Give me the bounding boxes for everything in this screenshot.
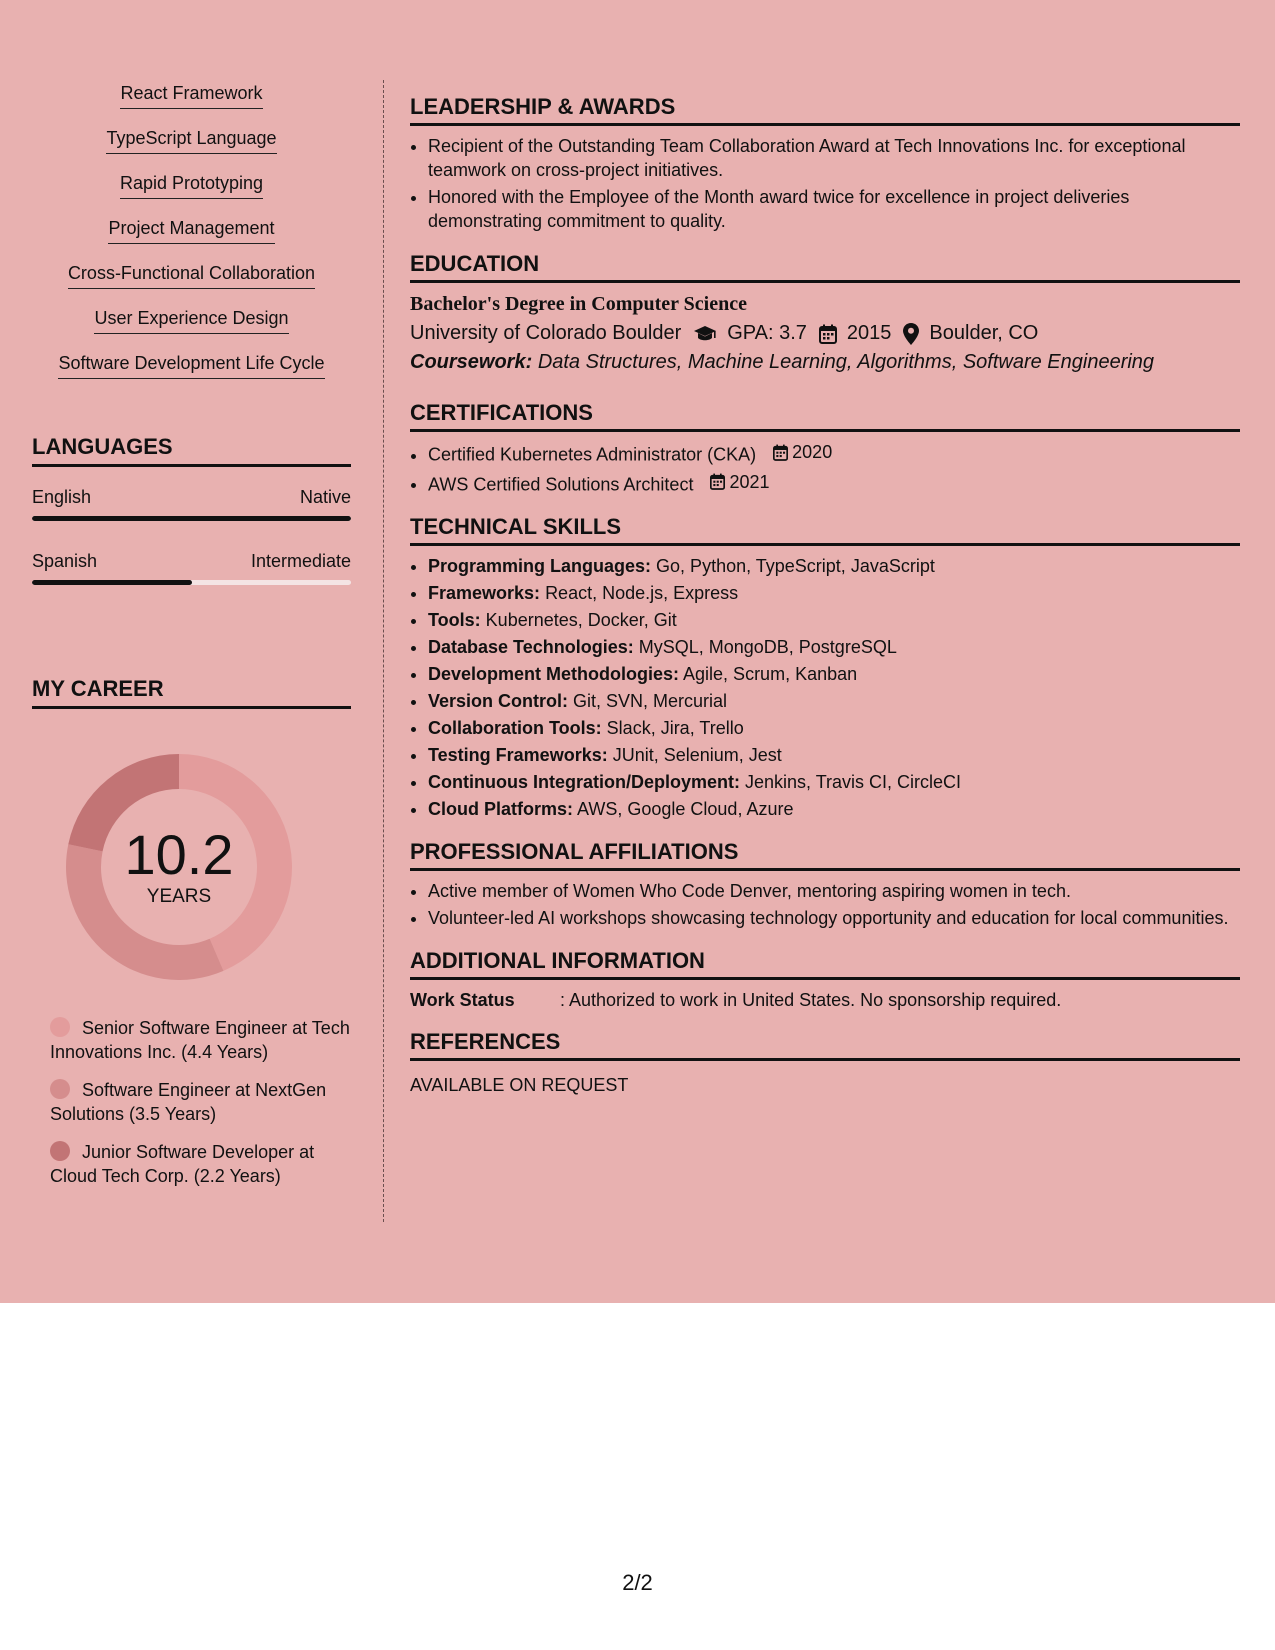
certification-item: • AWS Certified Solutions Architect 2021 [428,470,1240,497]
languages-heading: LANGUAGES [32,434,351,467]
language-bar [32,516,351,521]
leadership-section [410,94,1240,233]
column-divider [383,80,384,1222]
leadership-item: • Honored with the Employee of the Month award twice for excellence in project deliveries demonstrating commitment to quality. [428,185,1240,233]
school-name: University of Colorado Boulder [410,322,682,344]
calendar-icon [773,444,788,461]
language-name: English [32,487,92,507]
legend-item: Junior Software Developer at Cloud Tech Corp. (2.2 Years) [50,1142,315,1186]
skill-item: Cross-Functional Collaboration [32,262,351,307]
language-bar-fill [32,580,192,585]
legend-item: Senior Software Engineer at Tech Innovations Inc. (4.4 Years) [50,1018,350,1062]
technical-skills-section [410,514,1240,821]
career-unit: YEARS [146,886,212,907]
certifications-section [410,400,1240,496]
language-item [32,487,351,521]
language-item [32,551,351,585]
education-heading: EDUCATION [410,251,1240,283]
page-number: 2/2 [622,1570,653,1595]
legend-dot [50,1141,70,1161]
language-bar-fill [32,516,351,521]
tech-skill-item: • Continuous Integration/Deployment: Jenkins, Travis CI, CircleCI [428,770,1240,794]
work-status-value: : Authorized to work in United States. No sponsorship required. [560,990,1062,1010]
legend-dot [50,1079,70,1099]
career-section [32,676,351,1186]
leadership-heading: LEADERSHIP & AWARDS [410,94,1240,126]
skill-item: Software Development Life Cycle [32,352,351,397]
language-level: Intermediate [250,551,351,571]
career-total: 10.2 [124,823,234,886]
technical-skills-heading: TECHNICAL SKILLS [410,514,1240,546]
references-text: AVAILABLE ON REQUEST [410,1075,629,1095]
references-section [410,1029,1240,1096]
tech-skill-item: • Testing Frameworks: JUnit, Selenium, Jest [428,743,1240,767]
education-details [410,322,1240,345]
career-heading: MY CAREER [32,676,351,709]
skill-item: TypeScript Language [32,127,351,172]
certification-item: • Certified Kubernetes Administrator (CKA) 2020 [428,440,1240,467]
graduation-year: 2015 [846,322,892,344]
work-status-label: Work Status [410,990,515,1010]
language-bar [32,580,351,585]
tech-skill-item: • Database Technologies: MySQL, MongoDB, PostgreSQL [428,635,1240,659]
calendar-icon [819,324,837,344]
career-legend [50,1016,350,1202]
gpa: GPA: 3.7 [727,322,807,344]
language-name: Spanish [32,551,98,571]
language-level: Native [299,487,351,507]
coursework [410,351,1240,374]
skill-item: Rapid Prototyping [32,172,351,217]
certification-year: 2020 [792,442,833,462]
coursework-list: Data Structures, Machine Learning, Algorithms, Software Engineering [537,351,1155,373]
affiliations-section [410,839,1240,930]
tech-skill-item: • Frameworks: React, Node.js, Express [428,581,1240,605]
additional-info-heading: ADDITIONAL INFORMATION [410,948,1240,980]
affiliation-item: • Volunteer-led AI workshops showcasing technology opportunity and education for local communities. [428,906,1240,930]
calendar-icon [710,473,725,490]
education-section [410,251,1240,374]
left-column [32,82,351,397]
leadership-item: • Recipient of the Outstanding Team Collaboration Award at Tech Innovations Inc. for exceptional teamwork on cross-project initiatives. [428,134,1240,182]
tech-skill-item: • Cloud Platforms: AWS, Google Cloud, Azure [428,797,1240,821]
degree-title: Bachelor's Degree in Computer Science [410,293,747,315]
legend-dot [50,1017,70,1037]
affiliation-item: • Active member of Women Who Code Denver, mentoring aspiring women in tech. [428,879,1240,903]
additional-info-section [410,948,1240,1011]
skills-list [32,82,351,397]
languages-section [32,434,351,585]
graduation-cap-icon [693,325,717,343]
work-status-row [410,990,1240,1011]
tech-skill-item: • Programming Languages: Go, Python, TypeScript, JavaScript [428,554,1240,578]
certifications-heading: CERTIFICATIONS [410,400,1240,432]
location-pin-icon [903,323,919,345]
tech-skill-item: • Version Control: Git, SVN, Mercurial [428,689,1240,713]
certification-year: 2021 [729,471,770,492]
skill-item: Project Management [32,217,351,262]
references-heading: REFERENCES [410,1029,1240,1061]
school-location: Boulder, CO [929,322,1039,344]
affiliations-heading: PROFESSIONAL AFFILIATIONS [410,839,1240,871]
legend-item: Software Engineer at NextGen Solutions (3.5 Years) [50,1080,327,1124]
career-donut-chart [66,754,292,980]
tech-skill-item: • Collaboration Tools: Slack, Jira, Trello [428,716,1240,740]
tech-skill-item: • Development Methodologies: Agile, Scrum, Kanban [428,662,1240,686]
skill-item: User Experience Design [32,307,351,352]
skill-item: React Framework [32,82,351,127]
right-column [410,94,1240,1114]
tech-skill-item: • Tools: Kubernetes, Docker, Git [428,608,1240,632]
coursework-label: Coursework: [410,351,533,373]
